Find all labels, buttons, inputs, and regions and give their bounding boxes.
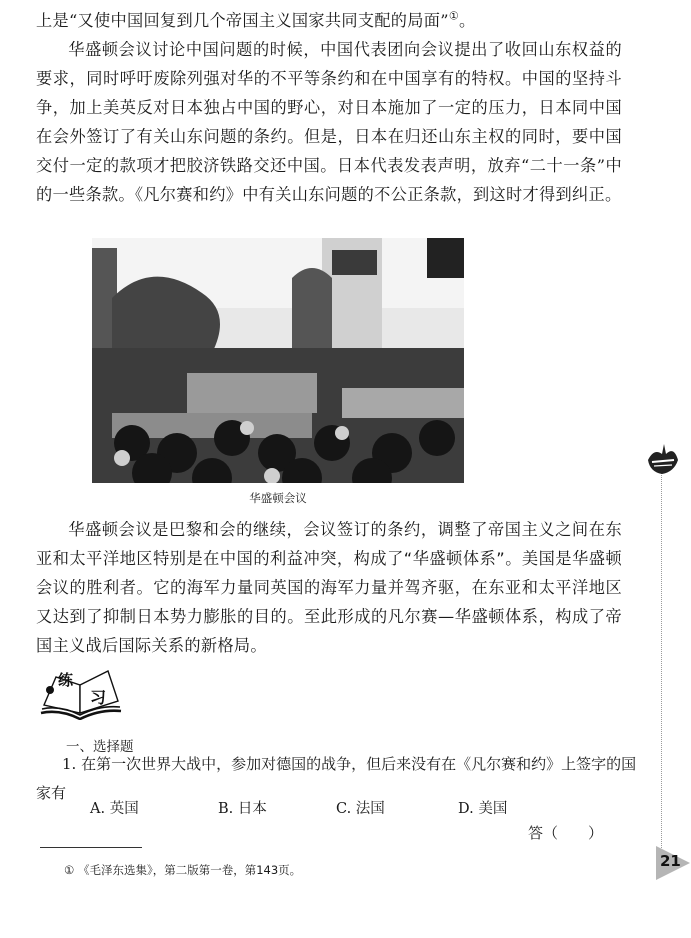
paragraph-text: 华盛顿会议是巴黎和会的继续，会议签订的条约，调整了帝国主义之间在东亚和太平洋地区特别是在中国的利益冲突，构成了“华盛顿体系”。美国是华盛顿会议的胜利者。它的海军力量同英国的海军力量并驾齐驱，在东亚和太平洋地区又达到了抑制日本势力膨胀的目的。至此形成的凡尔赛—华盛顿体系，构成了帝国主义战后国际关系的新格局。 [36, 520, 622, 655]
option-label: 日本 [237, 801, 267, 817]
photo-image [92, 238, 464, 483]
paragraph-text: 上是“又使中国回复到几个帝国主义国家共同支配的局面” [36, 11, 449, 30]
exercise-book-icon [38, 665, 122, 720]
option-key: B. [218, 801, 234, 817]
answer-blank[interactable]: 答（ ） [528, 824, 604, 842]
photo-caption: 华盛顿会议 [249, 491, 307, 505]
answer-options [0, 797, 691, 825]
footnote-divider [40, 847, 142, 848]
paragraph-end: 。 [459, 11, 476, 30]
option-d[interactable] [458, 797, 507, 818]
paragraph-continuation [36, 6, 622, 35]
section-title-multiple-choice: 一、选择题 [66, 739, 134, 755]
paragraph-shandong [36, 35, 622, 209]
footnote [64, 862, 301, 878]
option-label: 英国 [109, 801, 139, 817]
option-c[interactable] [336, 797, 385, 818]
margin-dotted-line [661, 470, 662, 850]
option-key: C. [336, 801, 352, 817]
question-number: 1. [62, 755, 77, 773]
washington-conference-photo [92, 238, 464, 483]
question-text: 在第一次世界大战中，参加对德国的战争，但后来没有在《凡尔赛和约》上签字的国家有 [36, 755, 637, 802]
footnote-reference[interactable]: ① [448, 9, 460, 23]
paragraph-text: 华盛顿会议讨论中国问题的时候，中国代表团向会议提出了收回山东权益的要求，同时呼吁废除列强对华的不平等条约和在中国享有的特权。中国的坚持斗争，加上美英反对日本独占中国的野心，对日本施加了一定的压力，日本同中国在会外签订了有关山东问题的条约。但是，日本在归还山东主权的同时，要中国交付一定的款项才把胶济铁路交还中国。日本代表发表声明，放弃“二十一条”中的一些条款。《凡尔赛和约》中有关山东问题的不公正条款，到这时才得到纠正。 [36, 40, 622, 204]
logo-char-xi: 习 [90, 688, 107, 707]
logo-char-lian: 练 [58, 671, 74, 689]
page-number: 21 [660, 852, 681, 870]
paragraph-washington-system [36, 515, 622, 660]
option-b[interactable] [218, 797, 267, 818]
option-key: D. [458, 801, 474, 817]
option-key: A. [90, 801, 106, 817]
pagoda-emblem-icon [640, 440, 684, 480]
option-label: 法国 [355, 801, 385, 817]
footnote-text: 《毛泽东选集》，第二版第一卷，第143页。 [77, 863, 302, 877]
footnote-marker: ① [64, 863, 75, 877]
option-label: 美国 [478, 801, 508, 817]
option-a[interactable] [90, 797, 139, 818]
